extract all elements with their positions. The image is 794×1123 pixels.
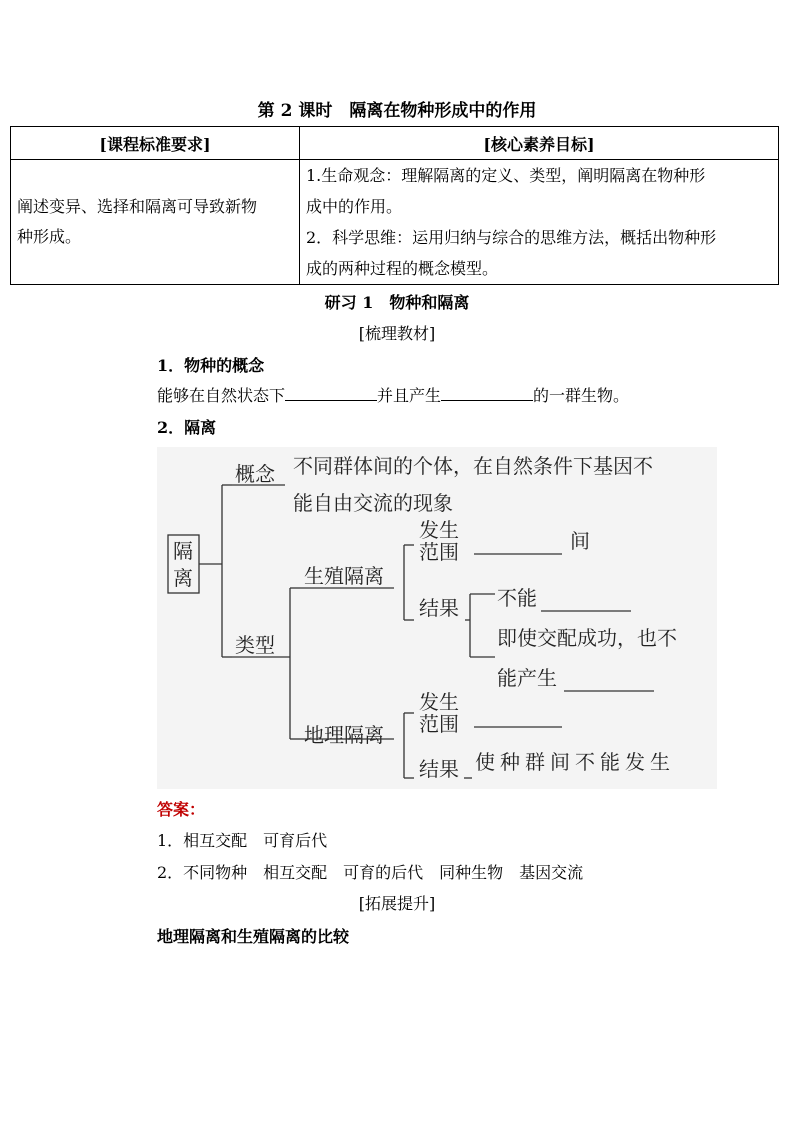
answer-line: 1．相互交配 可育后代 <box>157 831 328 850</box>
result-label: 结果 <box>419 757 459 781</box>
standards-line: 阐述变异、选择和隔离可导致新物 <box>17 197 258 216</box>
geographic-isolation-label: 地理隔离 <box>304 723 384 747</box>
comparison-title: 地理隔离和生殖隔离的比较 <box>157 927 350 946</box>
isolation-concept-diagram <box>157 447 717 789</box>
goals-line: 2．科学思维：运用归纳与综合的思维方法，概括出物种形 <box>306 228 717 247</box>
definition-text-b: 并且产生 <box>377 386 442 405</box>
occur-label: 发生 <box>419 690 459 714</box>
root-label-char: 隔 <box>173 539 193 563</box>
goals-cell <box>300 160 779 285</box>
result-label: 结果 <box>419 596 459 620</box>
between-label: 间 <box>570 529 590 553</box>
occur-label: 发生 <box>419 518 459 542</box>
type-label: 类型 <box>235 633 275 657</box>
table-header-standards: [课程标准要求] <box>11 127 300 160</box>
standards-cell <box>11 160 300 285</box>
cannot-label: 不能 <box>497 586 537 610</box>
scope-label: 范围 <box>419 540 459 564</box>
goals-line: 成的两种过程的概念模型。 <box>306 259 499 278</box>
item1-heading: 1．物种的概念 <box>157 356 265 375</box>
item2-heading: 2．隔离 <box>157 418 217 437</box>
concept-text: 不同群体间的个体，在自然条件下基因不 <box>293 454 653 478</box>
sub-heading-extension: [拓展提升] <box>358 894 436 913</box>
definition-text-c: 的一群生物。 <box>533 386 630 405</box>
species-definition <box>157 383 629 406</box>
concept-text: 能自由交流的现象 <box>293 491 453 515</box>
geographic-result-text: 使种群间不能发生 <box>475 750 675 774</box>
standards-table <box>10 126 779 285</box>
page-title: 第 2 课时 隔离在物种形成中的作用 <box>257 101 537 121</box>
answer-line: 2．不同物种 相互交配 可育的后代 同种生物 基因交流 <box>157 863 584 882</box>
goals-line: 1.生命观念：理解隔离的定义、类型，阐明隔离在物种形 <box>306 166 706 185</box>
reproductive-isolation-label: 生殖隔离 <box>304 564 384 588</box>
definition-text-a: 能够在自然状态下 <box>157 386 286 405</box>
standards-line: 种形成。 <box>17 227 82 246</box>
table-header-goals: [核心素养目标] <box>300 127 779 160</box>
goals-line: 成中的作用。 <box>306 197 403 216</box>
sub-heading-textbook: [梳理教材] <box>358 324 436 343</box>
answer-label: 答案： <box>157 800 206 819</box>
concept-label: 概念 <box>235 462 275 486</box>
even-if-text: 即使交配成功，也不 <box>497 626 677 650</box>
answer-blank <box>285 384 377 401</box>
scope-label: 范围 <box>419 712 459 736</box>
root-label-char: 离 <box>173 566 193 590</box>
answer-blank <box>441 384 533 401</box>
even-if-text: 能产生 <box>497 666 557 690</box>
section-title: 研习 1 物种和隔离 <box>324 293 470 312</box>
